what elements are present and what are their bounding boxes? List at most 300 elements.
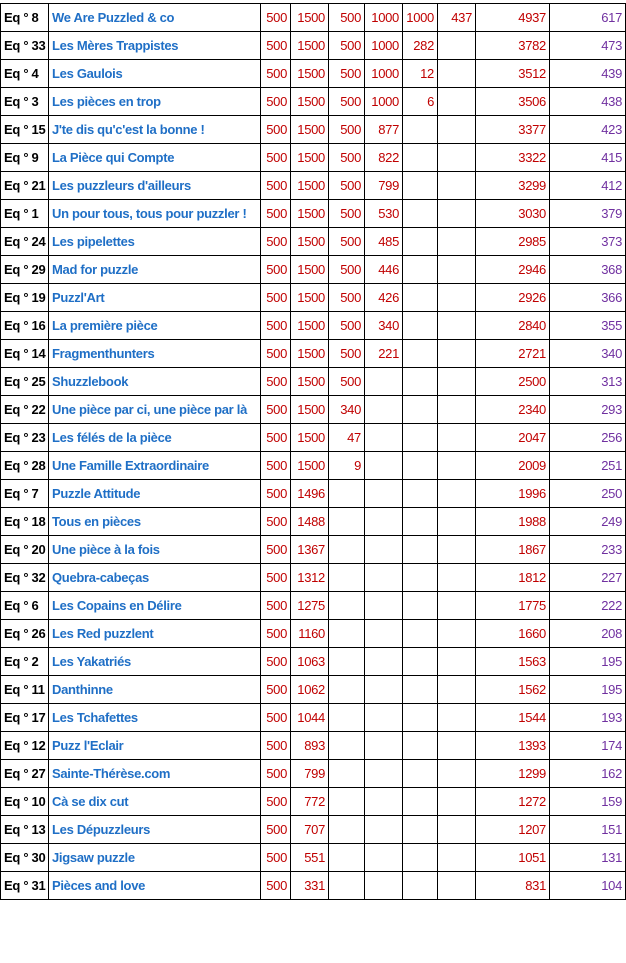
team-name: Cà se dix cut: [49, 788, 261, 816]
score-3: 500: [329, 144, 365, 172]
score-5: [403, 144, 438, 172]
average-score: 313: [550, 368, 626, 396]
score-3: 500: [329, 4, 365, 32]
score-6: [438, 32, 476, 60]
team-number: Eq ° 9: [1, 144, 49, 172]
score-4: [365, 480, 403, 508]
team-name: Un pour tous, tous pour puzzler !: [49, 200, 261, 228]
score-3: [329, 760, 365, 788]
total-score: 1775: [476, 592, 550, 620]
score-4: 426: [365, 284, 403, 312]
score-4: [365, 424, 403, 452]
total-score: 2985: [476, 228, 550, 256]
team-number: Eq ° 33: [1, 32, 49, 60]
score-1: 500: [261, 32, 291, 60]
average-score: 439: [550, 60, 626, 88]
average-score: 162: [550, 760, 626, 788]
table-row: [1, 564, 626, 592]
score-4: [365, 452, 403, 480]
score-3: [329, 480, 365, 508]
average-score: 355: [550, 312, 626, 340]
score-1: 500: [261, 788, 291, 816]
score-3: [329, 648, 365, 676]
team-number: Eq ° 10: [1, 788, 49, 816]
score-4: [365, 760, 403, 788]
score-4: [365, 676, 403, 704]
team-number: Eq ° 26: [1, 620, 49, 648]
score-5: [403, 368, 438, 396]
score-1: 500: [261, 312, 291, 340]
team-number: Eq ° 7: [1, 480, 49, 508]
team-number: Eq ° 17: [1, 704, 49, 732]
average-score: 174: [550, 732, 626, 760]
score-6: [438, 536, 476, 564]
team-number: Eq ° 13: [1, 816, 49, 844]
score-2: 1500: [291, 284, 329, 312]
average-score: 208: [550, 620, 626, 648]
score-1: 500: [261, 256, 291, 284]
score-3: 500: [329, 312, 365, 340]
score-5: [403, 732, 438, 760]
table-row: [1, 144, 626, 172]
average-score: 250: [550, 480, 626, 508]
score-2: 1062: [291, 676, 329, 704]
score-4: [365, 704, 403, 732]
score-2: 1312: [291, 564, 329, 592]
score-1: 500: [261, 368, 291, 396]
score-4: 340: [365, 312, 403, 340]
score-3: [329, 676, 365, 704]
average-score: 412: [550, 172, 626, 200]
score-4: [365, 536, 403, 564]
total-score: 2500: [476, 368, 550, 396]
score-2: 1488: [291, 508, 329, 536]
score-6: [438, 284, 476, 312]
score-1: 500: [261, 228, 291, 256]
team-name: Pièces and love: [49, 872, 261, 900]
score-3: 500: [329, 340, 365, 368]
average-score: 193: [550, 704, 626, 732]
total-score: 1988: [476, 508, 550, 536]
table-row: [1, 32, 626, 60]
team-number: Eq ° 4: [1, 60, 49, 88]
score-6: [438, 564, 476, 592]
average-score: 473: [550, 32, 626, 60]
score-4: [365, 564, 403, 592]
score-2: 1500: [291, 256, 329, 284]
total-score: 1272: [476, 788, 550, 816]
total-score: 2946: [476, 256, 550, 284]
score-6: [438, 424, 476, 452]
score-6: [438, 732, 476, 760]
team-number: Eq ° 19: [1, 284, 49, 312]
average-score: 131: [550, 844, 626, 872]
score-5: 282: [403, 32, 438, 60]
score-1: 500: [261, 760, 291, 788]
score-4: [365, 872, 403, 900]
score-1: 500: [261, 676, 291, 704]
total-score: 1660: [476, 620, 550, 648]
score-2: 1500: [291, 452, 329, 480]
score-5: [403, 312, 438, 340]
average-score: 195: [550, 648, 626, 676]
score-4: 1000: [365, 88, 403, 116]
team-name: Fragmenthunters: [49, 340, 261, 368]
table-row: [1, 760, 626, 788]
score-2: 799: [291, 760, 329, 788]
score-5: [403, 676, 438, 704]
table-row: [1, 368, 626, 396]
score-5: [403, 760, 438, 788]
score-6: [438, 88, 476, 116]
score-6: [438, 256, 476, 284]
team-number: Eq ° 22: [1, 396, 49, 424]
score-4: 485: [365, 228, 403, 256]
score-4: [365, 732, 403, 760]
score-6: [438, 844, 476, 872]
score-1: 500: [261, 844, 291, 872]
score-5: [403, 284, 438, 312]
score-3: [329, 788, 365, 816]
score-6: [438, 480, 476, 508]
score-4: [365, 844, 403, 872]
average-score: 423: [550, 116, 626, 144]
score-1: 500: [261, 60, 291, 88]
score-6: [438, 200, 476, 228]
score-1: 500: [261, 144, 291, 172]
score-5: [403, 592, 438, 620]
ranking-table-body: [1, 4, 626, 900]
score-5: [403, 508, 438, 536]
total-score: 3512: [476, 60, 550, 88]
table-row: [1, 452, 626, 480]
total-score: 1393: [476, 732, 550, 760]
score-6: [438, 452, 476, 480]
total-score: 1544: [476, 704, 550, 732]
score-4: 530: [365, 200, 403, 228]
score-4: [365, 368, 403, 396]
score-2: 772: [291, 788, 329, 816]
team-name: J'te dis qu'c'est la bonne !: [49, 116, 261, 144]
team-name: Les Gaulois: [49, 60, 261, 88]
score-6: [438, 228, 476, 256]
total-score: 1207: [476, 816, 550, 844]
score-2: 1500: [291, 60, 329, 88]
team-name: Puzzle Attitude: [49, 480, 261, 508]
table-row: [1, 536, 626, 564]
score-6: [438, 760, 476, 788]
score-3: [329, 620, 365, 648]
score-1: 500: [261, 480, 291, 508]
team-name: Les puzzleurs d'ailleurs: [49, 172, 261, 200]
score-5: 12: [403, 60, 438, 88]
team-number: Eq ° 8: [1, 4, 49, 32]
team-number: Eq ° 23: [1, 424, 49, 452]
table-row: [1, 844, 626, 872]
total-score: 1996: [476, 480, 550, 508]
team-name: Puzz l'Eclair: [49, 732, 261, 760]
score-2: 893: [291, 732, 329, 760]
average-score: 151: [550, 816, 626, 844]
team-name: Une Famille Extraordinaire: [49, 452, 261, 480]
score-2: 1500: [291, 4, 329, 32]
team-number: Eq ° 24: [1, 228, 49, 256]
team-number: Eq ° 11: [1, 676, 49, 704]
team-name: Les pièces en trop: [49, 88, 261, 116]
score-6: [438, 592, 476, 620]
score-5: [403, 788, 438, 816]
score-5: [403, 228, 438, 256]
team-number: Eq ° 21: [1, 172, 49, 200]
score-1: 500: [261, 200, 291, 228]
score-4: [365, 620, 403, 648]
score-2: 1500: [291, 424, 329, 452]
total-score: 4937: [476, 4, 550, 32]
table-row: [1, 648, 626, 676]
score-5: 6: [403, 88, 438, 116]
team-number: Eq ° 2: [1, 648, 49, 676]
score-4: 1000: [365, 4, 403, 32]
score-2: 1367: [291, 536, 329, 564]
average-score: 438: [550, 88, 626, 116]
score-6: [438, 872, 476, 900]
score-6: [438, 340, 476, 368]
score-5: [403, 844, 438, 872]
score-1: 500: [261, 536, 291, 564]
score-5: [403, 620, 438, 648]
table-row: [1, 508, 626, 536]
total-score: 3506: [476, 88, 550, 116]
team-name: Danthinne: [49, 676, 261, 704]
score-1: 500: [261, 116, 291, 144]
score-3: 500: [329, 60, 365, 88]
team-number: Eq ° 20: [1, 536, 49, 564]
score-4: [365, 648, 403, 676]
team-name: Une pièce à la fois: [49, 536, 261, 564]
score-1: 500: [261, 452, 291, 480]
table-row: [1, 424, 626, 452]
score-3: 500: [329, 32, 365, 60]
total-score: 1867: [476, 536, 550, 564]
score-6: [438, 788, 476, 816]
score-4: 446: [365, 256, 403, 284]
total-score: 1051: [476, 844, 550, 872]
average-score: 227: [550, 564, 626, 592]
score-2: 1160: [291, 620, 329, 648]
team-number: Eq ° 12: [1, 732, 49, 760]
team-number: Eq ° 29: [1, 256, 49, 284]
score-2: 1500: [291, 116, 329, 144]
team-name: Tous en pièces: [49, 508, 261, 536]
score-5: [403, 648, 438, 676]
team-name: La Pièce qui Compte: [49, 144, 261, 172]
score-5: [403, 564, 438, 592]
team-number: Eq ° 15: [1, 116, 49, 144]
total-score: 2047: [476, 424, 550, 452]
table-row: [1, 872, 626, 900]
score-1: 500: [261, 88, 291, 116]
team-name: Quebra-cabeças: [49, 564, 261, 592]
score-2: 707: [291, 816, 329, 844]
table-row: [1, 620, 626, 648]
score-2: 1500: [291, 172, 329, 200]
table-row: [1, 312, 626, 340]
score-4: 1000: [365, 32, 403, 60]
average-score: 222: [550, 592, 626, 620]
score-3: 47: [329, 424, 365, 452]
team-number: Eq ° 6: [1, 592, 49, 620]
team-number: Eq ° 14: [1, 340, 49, 368]
score-6: [438, 312, 476, 340]
team-name: Les Dépuzzleurs: [49, 816, 261, 844]
total-score: 1562: [476, 676, 550, 704]
total-score: 2009: [476, 452, 550, 480]
score-2: 1500: [291, 144, 329, 172]
score-2: 1500: [291, 340, 329, 368]
total-score: 2840: [476, 312, 550, 340]
score-5: [403, 480, 438, 508]
table-row: [1, 256, 626, 284]
table-row: [1, 396, 626, 424]
table-row: [1, 172, 626, 200]
score-4: 221: [365, 340, 403, 368]
score-3: [329, 564, 365, 592]
score-3: 500: [329, 88, 365, 116]
score-5: [403, 172, 438, 200]
score-4: 1000: [365, 60, 403, 88]
score-6: [438, 676, 476, 704]
team-name: Les pipelettes: [49, 228, 261, 256]
score-1: 500: [261, 564, 291, 592]
table-row: [1, 704, 626, 732]
score-1: 500: [261, 620, 291, 648]
score-3: 500: [329, 284, 365, 312]
score-1: 500: [261, 4, 291, 32]
total-score: 2340: [476, 396, 550, 424]
total-score: 3782: [476, 32, 550, 60]
average-score: 617: [550, 4, 626, 32]
score-2: 331: [291, 872, 329, 900]
score-6: [438, 620, 476, 648]
total-score: 831: [476, 872, 550, 900]
table-row: [1, 60, 626, 88]
score-6: [438, 60, 476, 88]
table-row: [1, 200, 626, 228]
score-3: [329, 536, 365, 564]
score-2: 1044: [291, 704, 329, 732]
score-5: [403, 200, 438, 228]
score-3: 500: [329, 228, 365, 256]
score-2: 1500: [291, 228, 329, 256]
score-3: 500: [329, 368, 365, 396]
score-2: 1500: [291, 32, 329, 60]
score-6: [438, 704, 476, 732]
score-4: [365, 396, 403, 424]
score-6: [438, 396, 476, 424]
score-6: [438, 368, 476, 396]
team-name: La première pièce: [49, 312, 261, 340]
team-name: Les Red puzzlent: [49, 620, 261, 648]
total-score: 1812: [476, 564, 550, 592]
score-3: 500: [329, 172, 365, 200]
team-number: Eq ° 31: [1, 872, 49, 900]
table-row: [1, 116, 626, 144]
table-row: [1, 4, 626, 32]
score-3: 500: [329, 200, 365, 228]
team-name: Shuzzlebook: [49, 368, 261, 396]
average-score: 104: [550, 872, 626, 900]
score-4: 822: [365, 144, 403, 172]
team-name: Une pièce par ci, une pièce par là: [49, 396, 261, 424]
score-1: 500: [261, 396, 291, 424]
score-5: [403, 536, 438, 564]
score-1: 500: [261, 172, 291, 200]
team-name: Puzzl'Art: [49, 284, 261, 312]
score-4: [365, 508, 403, 536]
score-3: 500: [329, 256, 365, 284]
team-number: Eq ° 32: [1, 564, 49, 592]
average-score: 368: [550, 256, 626, 284]
average-score: 293: [550, 396, 626, 424]
score-2: 1500: [291, 396, 329, 424]
score-3: [329, 816, 365, 844]
team-name: Les Yakatriés: [49, 648, 261, 676]
score-3: [329, 508, 365, 536]
score-3: [329, 704, 365, 732]
score-5: [403, 396, 438, 424]
score-2: 1500: [291, 200, 329, 228]
team-name: We Are Puzzled & co: [49, 4, 261, 32]
score-2: 1500: [291, 368, 329, 396]
score-5: [403, 872, 438, 900]
team-number: Eq ° 18: [1, 508, 49, 536]
total-score: 3377: [476, 116, 550, 144]
total-score: 1563: [476, 648, 550, 676]
score-2: 1275: [291, 592, 329, 620]
score-2: 551: [291, 844, 329, 872]
score-3: [329, 844, 365, 872]
average-score: 159: [550, 788, 626, 816]
score-6: [438, 116, 476, 144]
score-6: [438, 172, 476, 200]
score-6: 437: [438, 4, 476, 32]
table-row: [1, 88, 626, 116]
score-6: [438, 648, 476, 676]
team-name: Les Copains en Délire: [49, 592, 261, 620]
score-5: [403, 116, 438, 144]
score-6: [438, 144, 476, 172]
total-score: 2926: [476, 284, 550, 312]
average-score: 195: [550, 676, 626, 704]
team-number: Eq ° 25: [1, 368, 49, 396]
score-5: [403, 340, 438, 368]
table-row: [1, 480, 626, 508]
score-3: [329, 732, 365, 760]
total-score: 3030: [476, 200, 550, 228]
team-number: Eq ° 16: [1, 312, 49, 340]
average-score: 251: [550, 452, 626, 480]
team-number: Eq ° 27: [1, 760, 49, 788]
score-4: 799: [365, 172, 403, 200]
score-1: 500: [261, 340, 291, 368]
total-score: 2721: [476, 340, 550, 368]
table-row: [1, 228, 626, 256]
team-name: Mad for puzzle: [49, 256, 261, 284]
table-row: [1, 676, 626, 704]
score-6: [438, 508, 476, 536]
score-4: [365, 592, 403, 620]
total-score: 1299: [476, 760, 550, 788]
